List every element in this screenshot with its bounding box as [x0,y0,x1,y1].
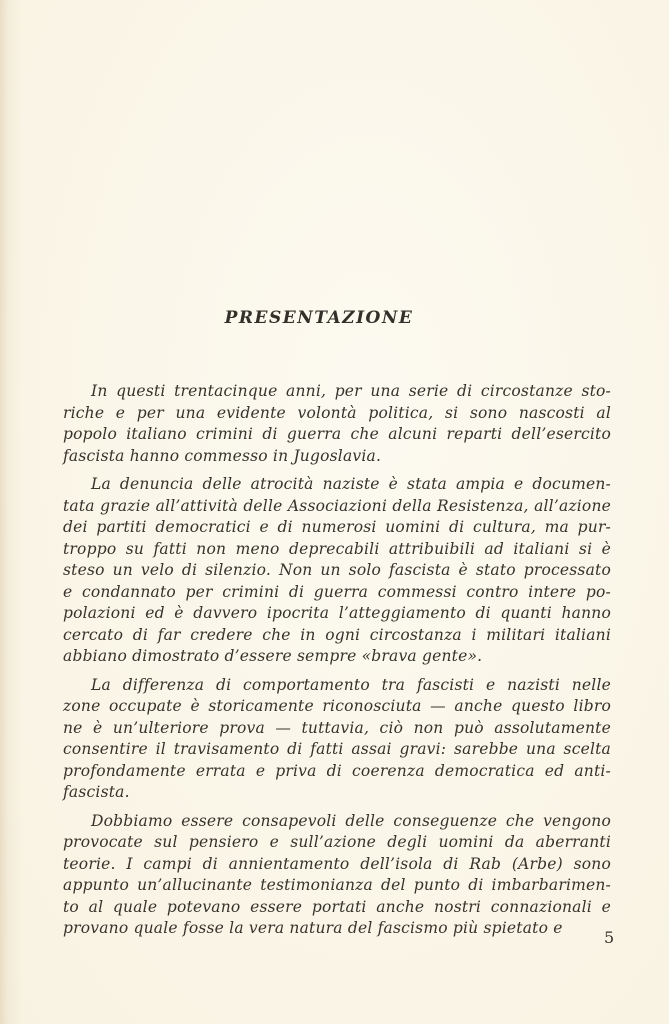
text-line: ne è un’ulteriore prova — tuttavia, ciò non può assolutamente [63,718,611,737]
text-line: teorie. I campi di annientamento dell’isola di Rab (Arbe) sono [63,854,611,873]
text-line: zone occupate è storicamente riconosciuta — anche questo libro [63,697,611,715]
page-number: 5 [604,928,615,947]
text-block [63,381,611,947]
text-line: e condannato per crimini di guerra commessi contro intere po- [63,582,611,601]
text-line: provocate sul pensiero e sull’azione degli uomini da aberranti [63,833,611,851]
text-line: consentire il travisamento di fatti assai gravi: sarebbe una scelta [63,740,611,758]
paragraph [63,474,611,668]
text-line: In questi trentacinque anni, per una serie di circostanze sto- [91,382,611,400]
paragraph [63,675,611,804]
text-line: La denuncia delle atrocità naziste è stata ampia e documen- [91,475,611,493]
text-line: Dobbiamo essere consapevoli delle conseguenze che vengono [91,811,611,830]
text-line: fascista hanno commesso in Jugoslavia. [63,446,382,465]
text-line: profondamente errata e priva di coerenza democratica ed anti- [63,761,611,780]
paragraph [63,811,611,940]
text-line: appunto un’allucinante testimonianza del punto di imbarbarimen- [63,876,611,894]
text-line: La differenza di comportamento tra fascisti e nazisti nelle [91,675,611,694]
text-line: riche e per una evidente volontà politica, si sono nascosti al [63,403,611,422]
text-line: popolo italiano crimini di guerra che alcuni reparti dell’esercito [63,425,611,443]
text-line: to al quale potevano essere portati anche nostri connazionali e [63,897,611,916]
text-line: troppo su fatti non meno deprecabili attribuibili ad italiani si è [63,539,611,558]
text-line: abbiano dimostrato d’essere sempre «brava gente». [63,647,483,665]
paragraph [63,381,611,467]
text-line: cercato di far credere che in ogni circostanza i militari italiani [63,625,611,644]
text-line: dei partiti democratici e di numerosi uomini di cultura, ma pur- [63,518,611,536]
text-line: polazioni ed è davvero ipocrita l’atteggiamento di quanti hanno [63,604,611,622]
page-title: PRESENTAZIONE [224,308,414,328]
text-line: tata grazie all’attività delle Associazioni della Resistenza, all’azione [63,496,611,515]
text-line: steso un velo di silenzio. Non un solo fascista è stato processato [63,561,611,579]
text-line: provano quale fosse la vera natura del fascismo più spietato e [63,919,563,937]
text-line: fascista. [63,783,130,801]
